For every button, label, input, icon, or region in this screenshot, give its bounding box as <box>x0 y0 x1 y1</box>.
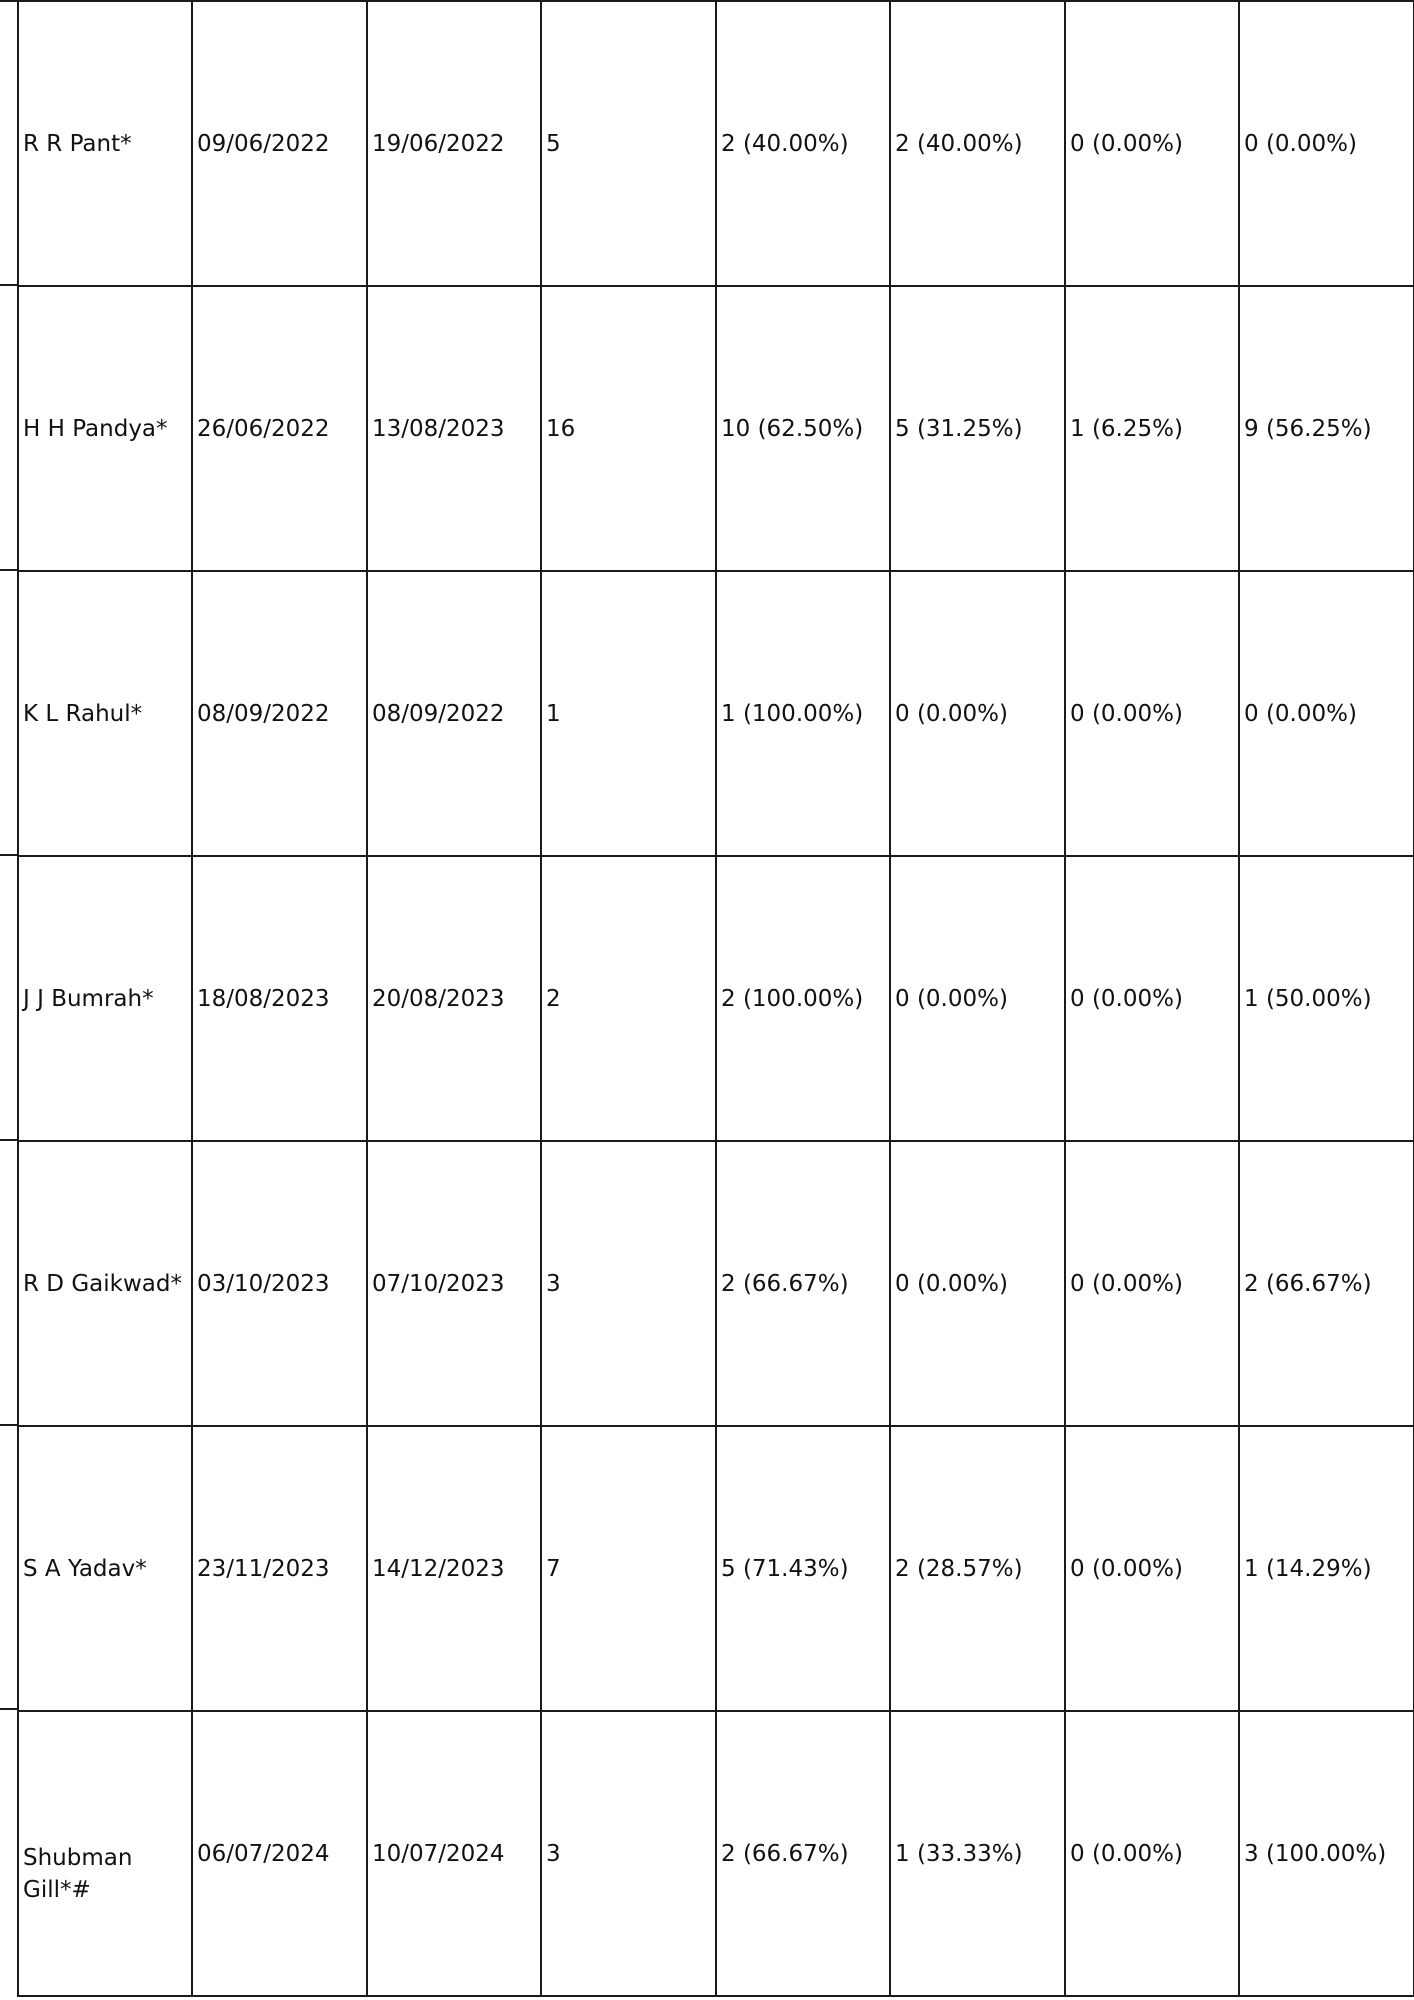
stat-cell-7: 1 (6.25%) <box>1065 286 1239 571</box>
to-date-cell: 13/08/2023 <box>367 286 541 571</box>
captaincy-records-table <box>17 0 1414 1997</box>
stat-cell-6: 0 (0.00%) <box>890 1141 1065 1426</box>
from-date-cell: 23/11/2023 <box>192 1426 367 1711</box>
table-row <box>18 571 1414 856</box>
stat-cell-5: 10 (62.50%) <box>716 286 890 571</box>
to-date-cell: 07/10/2023 <box>367 1141 541 1426</box>
stat-cell-5: 5 (71.43%) <box>716 1426 890 1711</box>
stub-line <box>0 854 17 856</box>
matches-cell: 2 <box>541 856 716 1141</box>
to-date-cell: 08/09/2022 <box>367 571 541 856</box>
table-row <box>18 286 1414 571</box>
table-row <box>18 1711 1414 1996</box>
stat-cell-6: 2 (40.00%) <box>890 1 1065 286</box>
from-date-cell: 26/06/2022 <box>192 286 367 571</box>
stat-cell-8: 3 (100.00%) <box>1239 1711 1414 1996</box>
matches-cell: 5 <box>541 1 716 286</box>
from-date-cell: 18/08/2023 <box>192 856 367 1141</box>
stat-cell-8: 1 (50.00%) <box>1239 856 1414 1141</box>
from-date-cell: 08/09/2022 <box>192 571 367 856</box>
matches-cell: 7 <box>541 1426 716 1711</box>
captain-name-cell: S A Yadav* <box>18 1426 192 1711</box>
table-row <box>18 1141 1414 1426</box>
captain-name-cell: R R Pant* <box>18 1 192 286</box>
to-date-cell: 14/12/2023 <box>367 1426 541 1711</box>
stat-cell-8: 9 (56.25%) <box>1239 286 1414 571</box>
stub-line <box>0 284 17 286</box>
stat-cell-8: 2 (66.67%) <box>1239 1141 1414 1426</box>
matches-cell: 3 <box>541 1711 716 1996</box>
stat-cell-5: 2 (66.67%) <box>716 1141 890 1426</box>
stat-cell-7: 0 (0.00%) <box>1065 1141 1239 1426</box>
left-stub-borders <box>0 0 17 1994</box>
from-date-cell: 09/06/2022 <box>192 1 367 286</box>
from-date-cell: 06/07/2024 <box>192 1711 367 1996</box>
stat-cell-7: 0 (0.00%) <box>1065 1426 1239 1711</box>
stat-cell-6: 2 (28.57%) <box>890 1426 1065 1711</box>
stub-line <box>0 1424 17 1426</box>
captain-name-cell: Shubman Gill*# <box>18 1711 192 1996</box>
stat-cell-8: 0 (0.00%) <box>1239 571 1414 856</box>
stat-cell-5: 2 (40.00%) <box>716 1 890 286</box>
stat-cell-5: 1 (100.00%) <box>716 571 890 856</box>
stub-line <box>0 569 17 571</box>
matches-cell: 3 <box>541 1141 716 1426</box>
stat-cell-6: 5 (31.25%) <box>890 286 1065 571</box>
stub-line <box>0 1708 17 1710</box>
table-row <box>18 856 1414 1141</box>
from-date-cell: 03/10/2023 <box>192 1141 367 1426</box>
to-date-cell: 10/07/2024 <box>367 1711 541 1996</box>
stat-cell-7: 0 (0.00%) <box>1065 1711 1239 1996</box>
stub-line <box>0 0 17 2</box>
table-row <box>18 1426 1414 1711</box>
matches-cell: 16 <box>541 286 716 571</box>
captain-name-cell: J J Bumrah* <box>18 856 192 1141</box>
stat-cell-7: 0 (0.00%) <box>1065 856 1239 1141</box>
matches-cell: 1 <box>541 571 716 856</box>
stub-line <box>0 1139 17 1141</box>
stat-cell-6: 0 (0.00%) <box>890 571 1065 856</box>
to-date-cell: 20/08/2023 <box>367 856 541 1141</box>
table-row <box>18 1 1414 286</box>
stat-cell-7: 0 (0.00%) <box>1065 1 1239 286</box>
captain-name-cell: K L Rahul* <box>18 571 192 856</box>
to-date-cell: 19/06/2022 <box>367 1 541 286</box>
stat-cell-6: 1 (33.33%) <box>890 1711 1065 1996</box>
captain-name-cell: R D Gaikwad* <box>18 1141 192 1426</box>
stat-cell-5: 2 (66.67%) <box>716 1711 890 1996</box>
stat-cell-8: 0 (0.00%) <box>1239 1 1414 286</box>
stat-cell-7: 0 (0.00%) <box>1065 571 1239 856</box>
stat-cell-5: 2 (100.00%) <box>716 856 890 1141</box>
captain-name-cell: H H Pandya* <box>18 286 192 571</box>
stat-cell-8: 1 (14.29%) <box>1239 1426 1414 1711</box>
stat-cell-6: 0 (0.00%) <box>890 856 1065 1141</box>
